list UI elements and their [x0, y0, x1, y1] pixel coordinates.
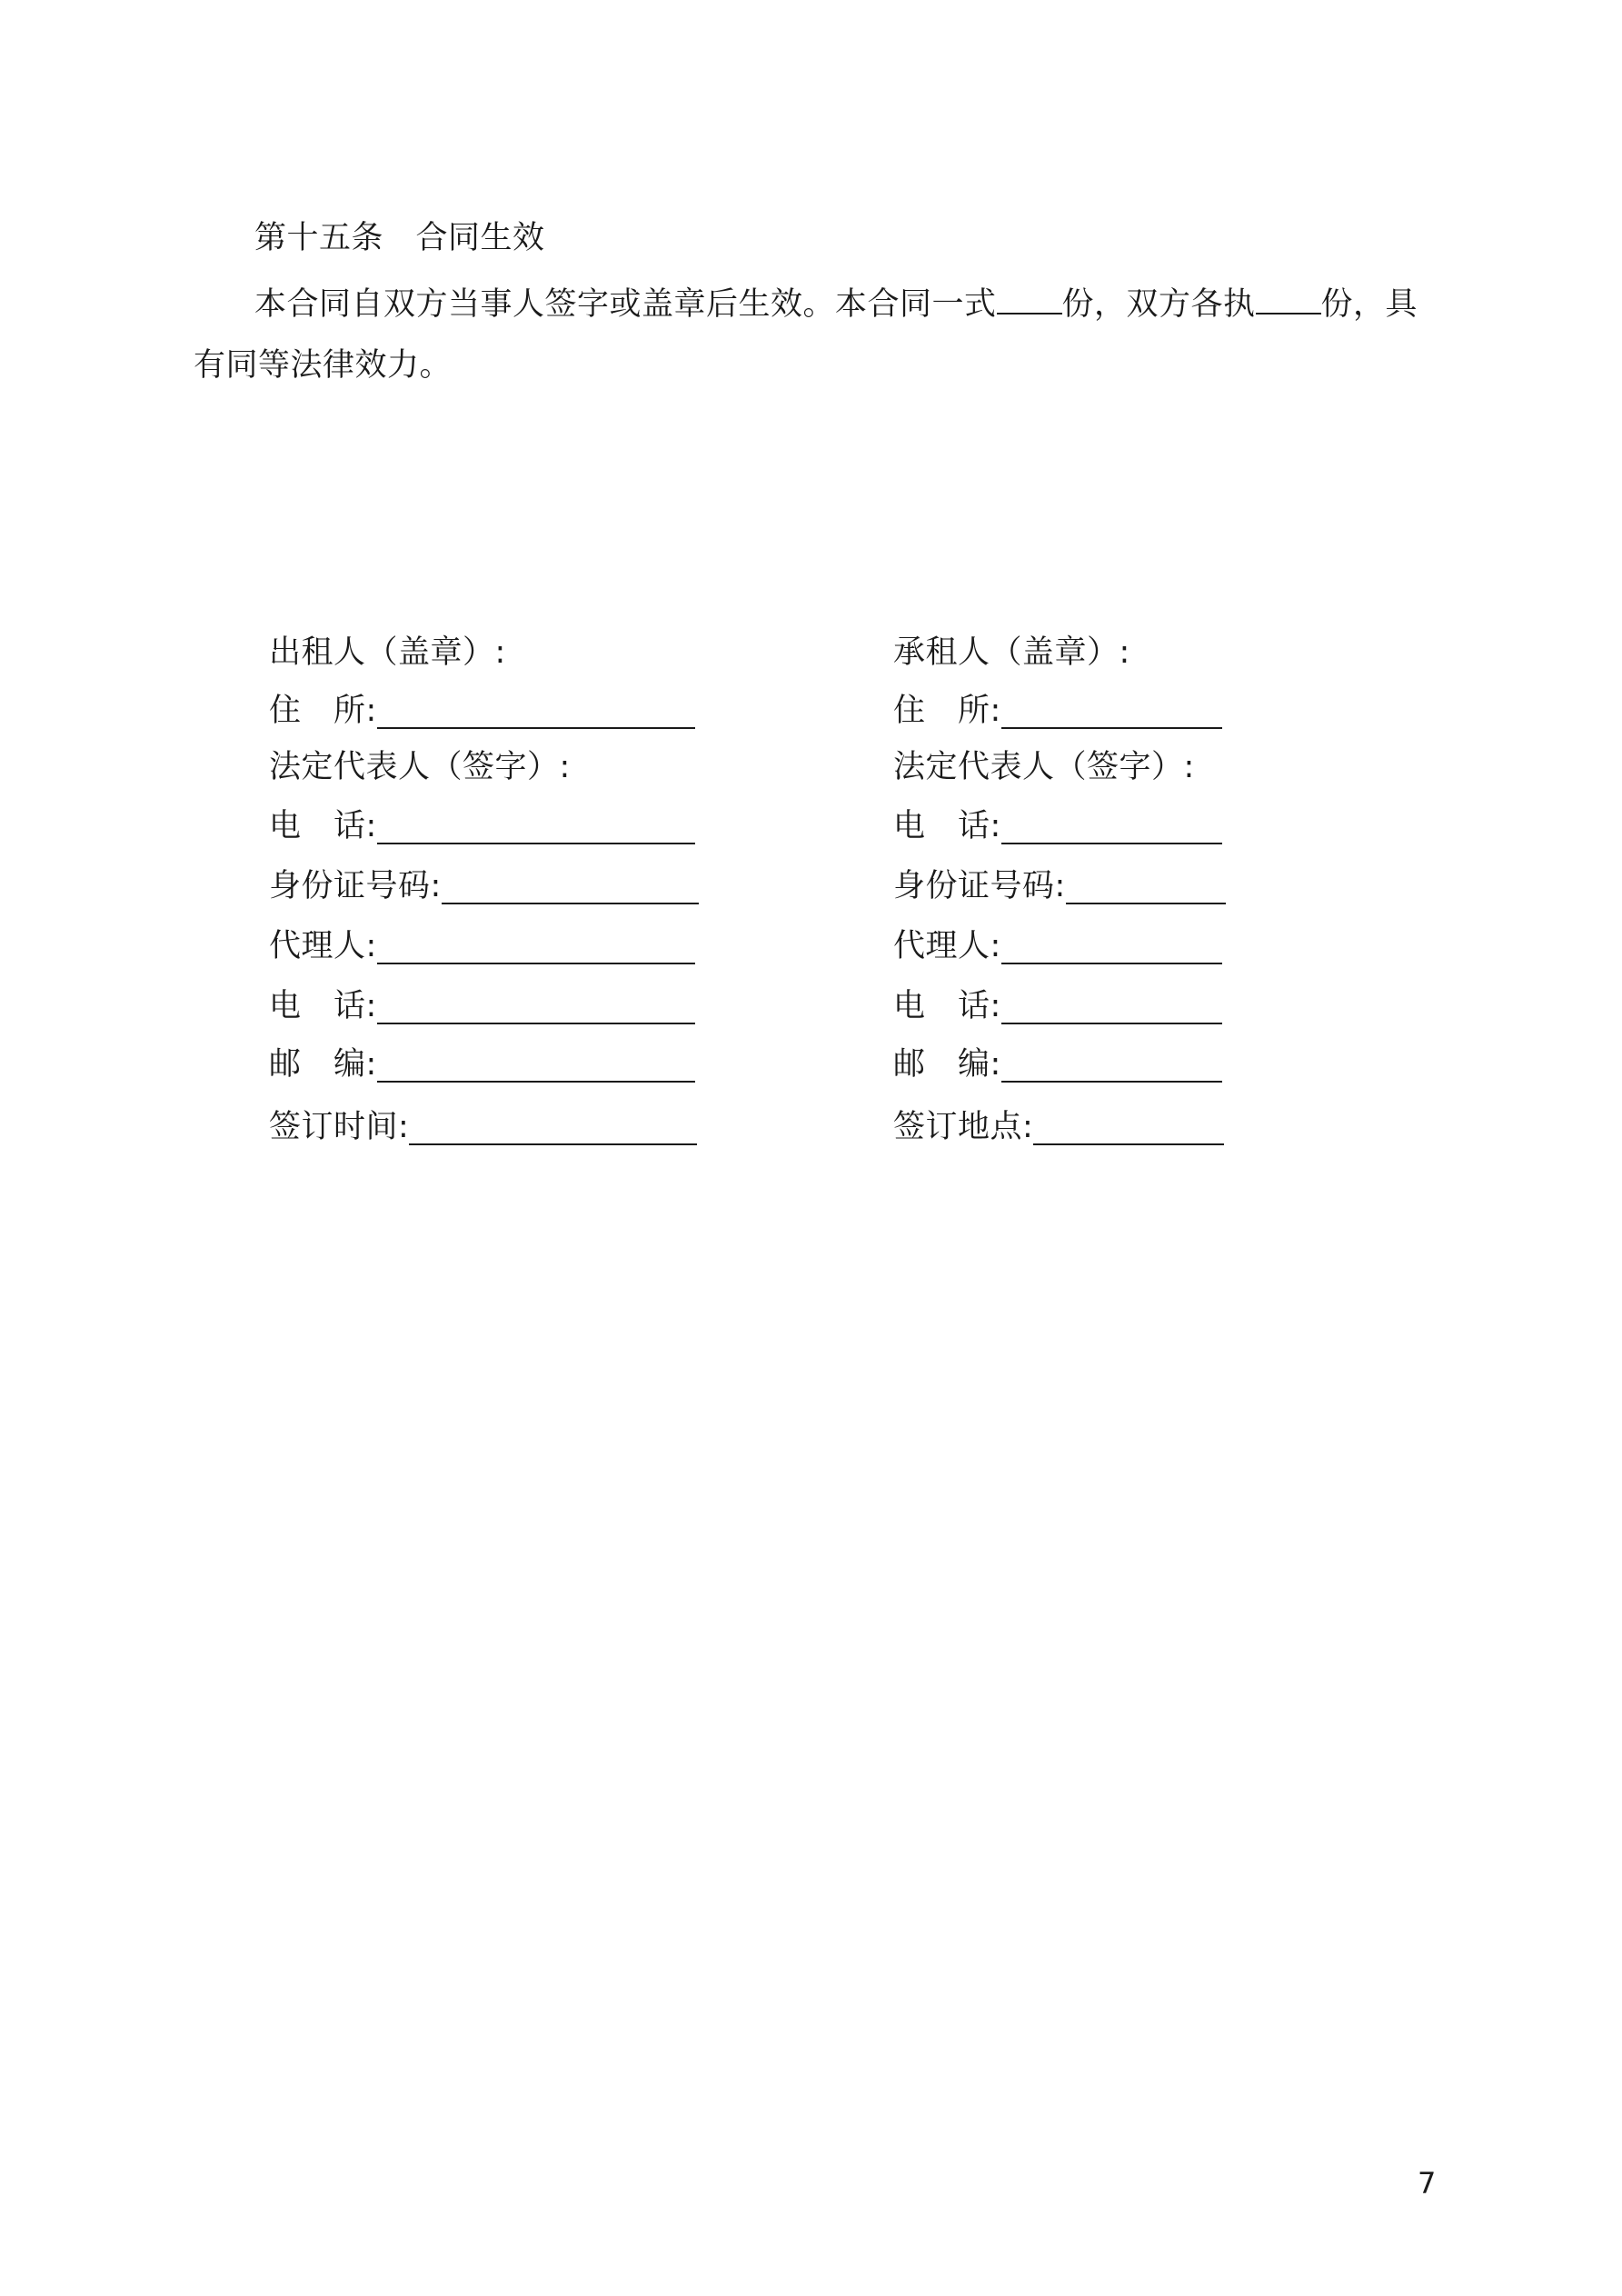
lessor-id-label: 身份证号码: — [269, 868, 442, 904]
lessee-phone-row — [893, 803, 1222, 850]
lessee-heading-row — [893, 629, 1130, 676]
lessor-address-row — [269, 687, 695, 734]
page-number: 7 — [1418, 2166, 1437, 2201]
lessor-agent-phone-row — [269, 983, 695, 1030]
lessee-sign-place-line — [1033, 1107, 1224, 1145]
lessor-phone-row — [269, 803, 695, 850]
lessor-address-label: 住 所: — [269, 693, 377, 729]
lessee-legal-rep-label: 法定代表人（签字）: — [893, 749, 1195, 785]
lessor-postcode-label: 邮 编: — [269, 1046, 377, 1083]
lessee-postcode-row — [893, 1041, 1222, 1088]
article-title: 第十五条 合同生效 — [254, 220, 545, 256]
lessor-sign-time-label: 签订时间: — [269, 1109, 410, 1145]
lessee-legal-rep-row — [893, 744, 1195, 791]
lessee-sign-place-label: 签订地点: — [893, 1109, 1034, 1145]
lessor-agent-line — [377, 926, 695, 964]
lessee-address-line — [1001, 691, 1222, 729]
lessor-agent-label: 代理人: — [269, 928, 377, 964]
lessee-postcode-line — [1001, 1044, 1222, 1083]
copies-each-blank — [1256, 280, 1321, 314]
lessee-phone-line — [1001, 806, 1222, 844]
lessor-phone-label: 电 话: — [269, 808, 377, 844]
lessor-sign-time-line — [409, 1107, 697, 1145]
lessee-agent-label: 代理人: — [893, 928, 1001, 964]
lessee-agent-phone-label: 电 话: — [893, 988, 1001, 1024]
lessee-agent-line — [1001, 926, 1222, 964]
lessor-id-line — [442, 866, 699, 904]
lessee-id-line — [1066, 866, 1226, 904]
lessor-sign-time-row — [269, 1103, 697, 1151]
lessee-heading: 承租人（盖章）: — [893, 634, 1130, 671]
lessor-postcode-line — [377, 1044, 695, 1083]
lessee-agent-phone-line — [1001, 986, 1222, 1024]
lessor-postcode-row — [269, 1041, 695, 1088]
lessor-agent-phone-label: 电 话: — [269, 988, 377, 1024]
paragraph-text-part3: 份，具有同等法律效力。 — [194, 286, 1418, 384]
lessor-legal-rep-label: 法定代表人（签字）: — [269, 749, 571, 785]
lessor-address-line — [377, 691, 695, 729]
lessee-id-row — [893, 863, 1226, 910]
lessor-id-row — [269, 863, 699, 910]
lessee-phone-label: 电 话: — [893, 808, 1001, 844]
copies-total-blank — [997, 280, 1062, 314]
lessee-address-label: 住 所: — [893, 693, 1001, 729]
lessor-heading: 出租人（盖章）: — [269, 634, 506, 671]
lessee-address-row — [893, 687, 1222, 734]
lessee-sign-place-row — [893, 1103, 1224, 1151]
lessee-id-label: 身份证号码: — [893, 868, 1066, 904]
lessee-agent-phone-row — [893, 983, 1222, 1030]
lessor-legal-rep-row — [269, 744, 571, 791]
lessor-agent-row — [269, 923, 695, 970]
lessee-postcode-label: 邮 编: — [893, 1046, 1001, 1083]
paragraph-text-part1: 本合同自双方当事人签字或盖章后生效。本合同一式 — [254, 286, 997, 323]
contract-effective-paragraph — [194, 275, 1448, 396]
lessee-agent-row — [893, 923, 1222, 970]
paragraph-text-part2: 份，双方各执 — [1061, 286, 1256, 323]
lessor-phone-line — [377, 806, 695, 844]
lessor-heading-row — [269, 629, 506, 676]
lessor-agent-phone-line — [377, 986, 695, 1024]
